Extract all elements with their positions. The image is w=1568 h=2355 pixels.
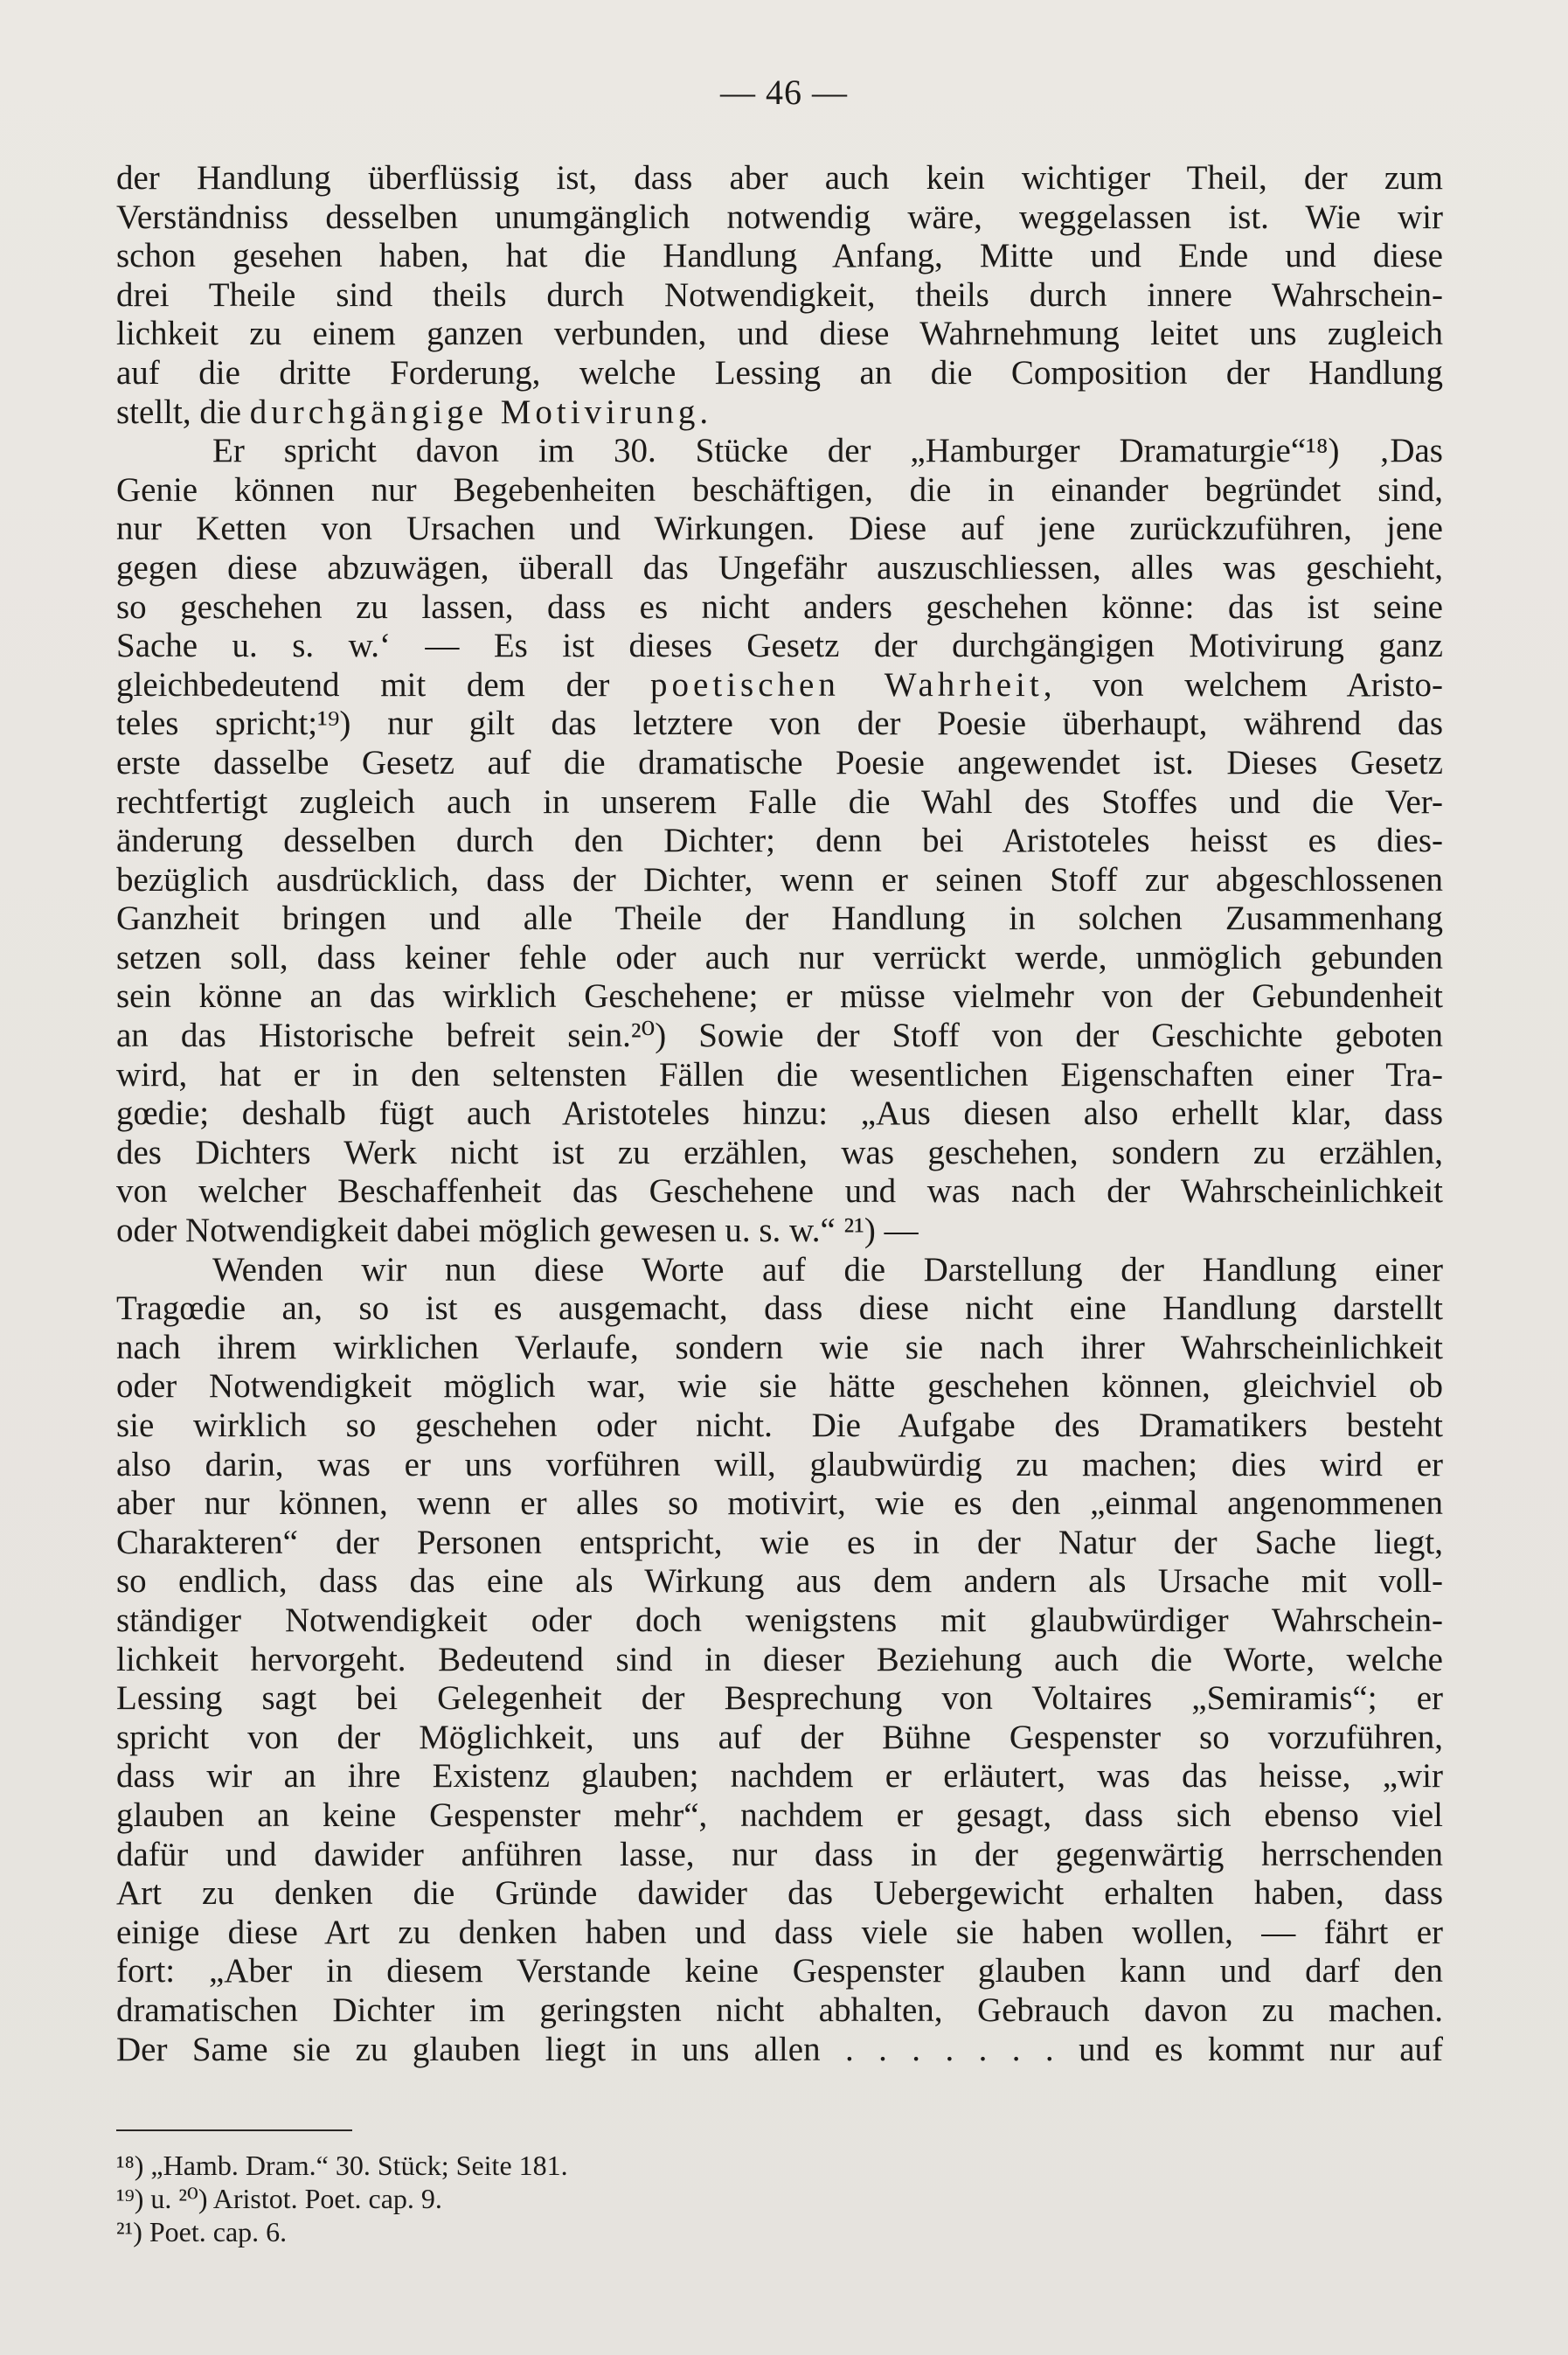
footnotes [116,2149,903,2248]
paragraph-start-line: Er spricht davon im 30. Stücke der „Hamburger Dramaturgie“¹⁸) ‚Das [212,432,1443,470]
text-line: einige diese Art zu denken haben und dass viele sie haben wollen, — fährt er [116,1913,1443,1951]
text-line: fort: „Aber in diesem Verstande keine Gespenster glauben kann und darf den [116,1952,1443,1990]
text-line: dass wir an ihre Existenz glauben; nachdem er erläutert, was das heisse, „wir [116,1757,1443,1796]
text-line: spricht von der Möglichkeit, uns auf der Bühne Gespenster so vorzuführen, [116,1718,1443,1756]
footnote-separator [116,2129,352,2131]
text-line: rechtfertigt zugleich auch in unserem Falle die Wahl des Stoffes und die Ver- [116,782,1443,821]
text-line: stellt, die durchgängige Motivirung. [116,392,709,431]
text-line: dafür und dawider anführen lasse, nur dass in der gegenwärtig herrschenden [116,1835,1443,1873]
text-line: oder Notwendigkeit möglich war, wie sie hätte geschehen können, gleichviel ob [116,1367,1443,1406]
text-line: glauben an keine Gespenster mehr“, nachdem er gesagt, dass sich ebenso viel [116,1796,1443,1834]
text-line: Charakteren“ der Personen entspricht, wie es in der Natur der Sache liegt, [116,1523,1443,1561]
text-line: bezüglich ausdrücklich, dass der Dichter, wenn er seinen Stoff zur abgeschlossenen [116,860,1443,899]
text-line: ständiger Notwendigkeit oder doch wenigstens mit glaubwürdiger Wahrschein- [116,1601,1443,1639]
text-line: sie wirklich so geschehen oder nicht. Die Aufgabe des Dramatikers besteht [116,1407,1443,1444]
text-line: an das Historische befreit sein.²⁰) Sowie der Stoff von der Geschichte geboten [116,1017,1443,1055]
footnote: ²¹) Poet. cap. 6. [116,2216,288,2247]
footnote: ¹⁸) „Hamb. Dram.“ 30. Stück; Seite 181. [116,2150,568,2181]
body-text [116,159,1443,2069]
text-line: Verständniss desselben unumgänglich notwendig wäre, weggelassen ist. Wie wir [116,198,1443,236]
text-line: auf die dritte Forderung, welche Lessing an die Composition der Handlung [116,353,1443,392]
page-number: — 46 — [720,73,848,112]
text-line: drei Theile sind theils durch Notwendigkeit, theils durch innere Wahrschein- [116,275,1443,314]
text-line: des Dichters Werk nicht ist zu erzählen, was geschehen, sondern zu erzählen, [116,1133,1443,1171]
text-line: aber nur können, wenn er alles so motivirt, wie es den „einmal angenommenen [116,1484,1443,1523]
text-line: Ganzheit bringen und alle Theile der Handlung in solchen Zusammenhang [116,900,1443,938]
text-line: gegen diese abzuwägen, überall das Ungefähr auszuschliessen, alles was geschieht, [116,548,1443,587]
emphasized-term: durchgängige Motivirung [249,392,700,431]
text-line: lichkeit zu einem ganzen verbunden, und diese Wahrnehmung leitet uns zugleich [116,315,1443,353]
text-line: Tragœdie an, so ist es ausgemacht, dass diese nicht eine Handlung darstellt [116,1289,1443,1328]
text-line: Lessing sagt bei Gelegenheit der Besprechung von Voltaires „Semiramis“; er [116,1679,1443,1718]
text-line: also darin, was er uns vorführen will, glaubwürdig zu machen; dies wird er [116,1445,1443,1483]
text-line: Der Same sie zu glauben liegt in uns allen . . . . . . . und es kommt nur auf [116,2030,1443,2068]
text-line: nach ihrem wirklichen Verlaufe, sondern wie sie nach ihrer Wahrscheinlichkeit [116,1328,1443,1366]
text-line: setzen soll, dass keiner fehle oder auch nur verrückt werde, unmöglich gebunden [116,938,1443,976]
text-line: oder Notwendigkeit dabei möglich gewesen u. s. w.“ ²¹) — [116,1212,919,1250]
text-line: von welcher Beschaffenheit das Geschehene und was nach der Wahrscheinlichkeit [116,1172,1443,1211]
text-line: teles spricht;¹⁹) nur gilt das letztere von der Poesie überhaupt, während das [116,705,1443,743]
text-line: Sache u. s. w.‘ — Es ist dieses Gesetz der durchgängigen Motivirung ganz [116,627,1443,665]
text-line: sein könne an das wirklich Geschehene; er müsse vielmehr von der Gebundenheit [116,977,1443,1016]
text-line: erste dasselbe Gesetz auf die dramatische Poesie angewendet ist. Dieses Gesetz [116,743,1443,782]
text-line: schon gesehen haben, hat die Handlung Anfang, Mitte und Ende und diese [116,237,1443,275]
text-line: wird, hat er in den seltensten Fällen die wesentlichen Eigenschaften einer Tra- [116,1055,1443,1094]
text-line: änderung desselben durch den Dichter; denn bei Aristoteles heisst es dies- [116,822,1443,860]
text-line: dramatischen Dichter im geringsten nicht abhalten, Gebrauch davon zu machen. [116,1990,1443,2029]
text-line: nur Ketten von Ursachen und Wirkungen. Diese auf jene zurückzuführen, jene [116,510,1443,548]
text-line: Art zu denken die Gründe dawider das Uebergewicht erhalten haben, dass [116,1874,1443,1913]
footnote: ¹⁹) u. ²⁰) Aristot. Poet. cap. 9. [116,2183,442,2214]
text-line: so endlich, dass das eine als Wirkung aus dem andern als Ursache mit voll- [116,1562,1443,1601]
paragraph-start-line: Wenden wir nun diese Worte auf die Darstellung der Handlung einer [212,1250,1443,1289]
text-line: der Handlung überflüssig ist, dass aber auch kein wichtiger Theil, der zum [116,159,1443,197]
text-line: gleichbedeutend mit dem der poetischen Wahrheit, von welchem Aristo- [116,665,1443,704]
text-line: gœdie; deshalb fügt auch Aristoteles hinzu: „Aus diesen also erhellt klar, dass [116,1094,1443,1133]
text-line: so geschehen zu lassen, dass es nicht anders geschehen könne: das ist seine [116,587,1443,626]
emphasized-term: poetischen Wahrheit [650,665,1044,704]
text-line: lichkeit hervorgeht. Bedeutend sind in dieser Beziehung auch die Worte, welche [116,1640,1443,1678]
text-line: Genie können nur Begebenheiten beschäftigen, die in einander begründet sind, [116,470,1443,509]
